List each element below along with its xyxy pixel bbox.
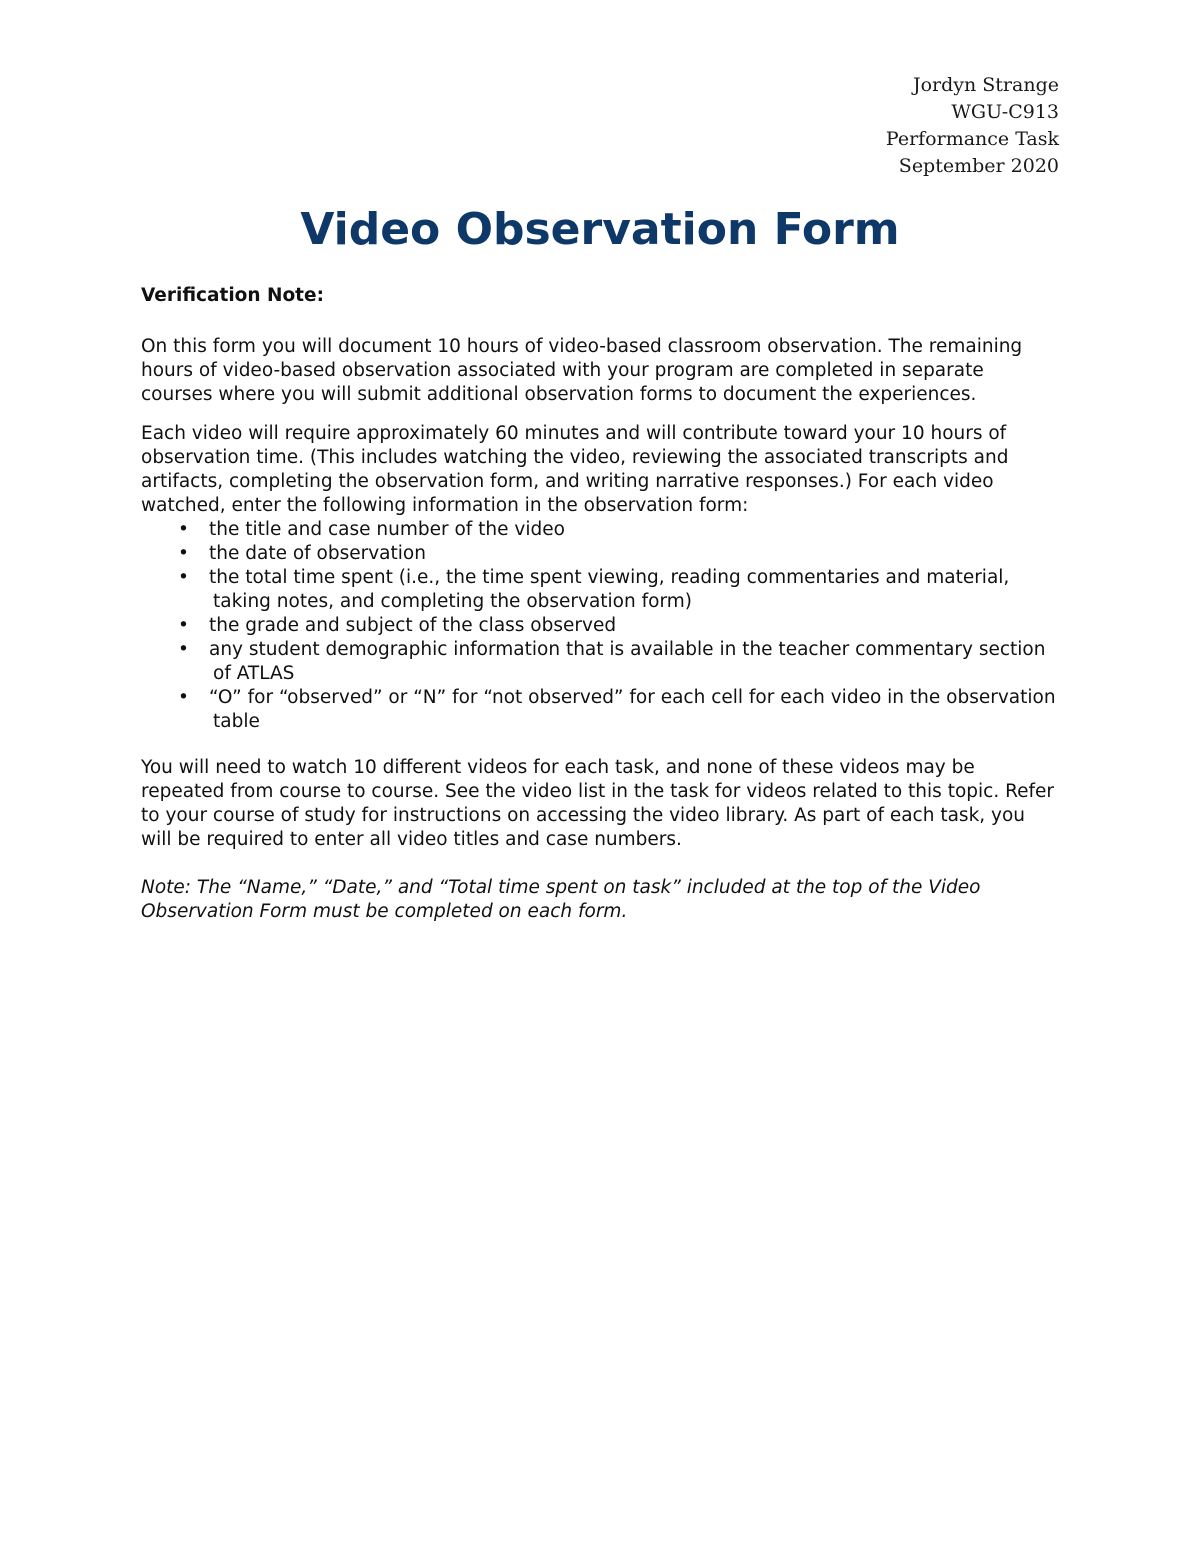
assignment-name: Performance Task xyxy=(885,128,1059,150)
list-item-text: the title and case number of the video xyxy=(209,519,565,540)
requirements-list xyxy=(141,518,1061,734)
list-item-text: the total time spent (i.e., the time spent viewing, reading commentaries and material, taking notes, and completing the observation form) xyxy=(209,567,1010,612)
bullet-icon: • xyxy=(178,519,189,540)
bullet-icon: • xyxy=(178,543,189,564)
list-item-text: the grade and subject of the class observed xyxy=(209,615,617,636)
bullet-icon: • xyxy=(178,615,189,636)
page-title: Video Observation Form xyxy=(300,204,900,255)
bullet-icon: • xyxy=(178,567,189,588)
intro-paragraph: On this form you will document 10 hours of video-based classroom observation. The remaining hours of video-based observation associated with your program are completed in separate courses where you will submit additional observation forms to document the experiences. xyxy=(141,336,1023,405)
document-body xyxy=(141,284,1061,924)
list-item xyxy=(141,614,1061,638)
list-item xyxy=(141,686,1061,734)
author-name: Jordyn Strange xyxy=(912,74,1059,96)
bullet-icon: • xyxy=(178,687,189,708)
course-code: WGU-C913 xyxy=(951,101,1059,123)
bullet-icon: • xyxy=(178,639,189,660)
list-item xyxy=(141,518,1061,542)
list-item-text: any student demographic information that is available in the teacher commentary section of ATLAS xyxy=(209,639,1046,684)
verification-heading: Verification Note: xyxy=(141,285,324,306)
list-item-text: the date of observation xyxy=(209,543,426,564)
list-item xyxy=(141,542,1061,566)
form-completion-note: Note: The “Name,” “Date,” and “Total time spent on task” included at the top of the Video Observation Form must be completed on each form. xyxy=(141,877,981,922)
list-item xyxy=(141,566,1061,614)
each-video-paragraph: Each video will require approximately 60 minutes and will contribute toward your 10 hours of observation time. (This includes watching the video, reviewing the associated transcripts and artifacts, completing the observation form, and writing narrative responses.) For each video watched, enter the following information in the observation form: xyxy=(141,423,1009,516)
list-item-text: “O” for “observed” or “N” for “not observed” for each cell for each video in the observation table xyxy=(209,687,1056,732)
watch-videos-paragraph: You will need to watch 10 different videos for each task, and none of these videos may be repeated from course to course. See the video list in the task for videos related to this topic. Refer to your course of study for instructions on accessing the video library. As part of each task, you will be required to enter all video titles and case numbers. xyxy=(141,757,1054,850)
document-date: September 2020 xyxy=(898,155,1059,177)
list-item xyxy=(141,638,1061,686)
document-header xyxy=(886,72,1059,180)
